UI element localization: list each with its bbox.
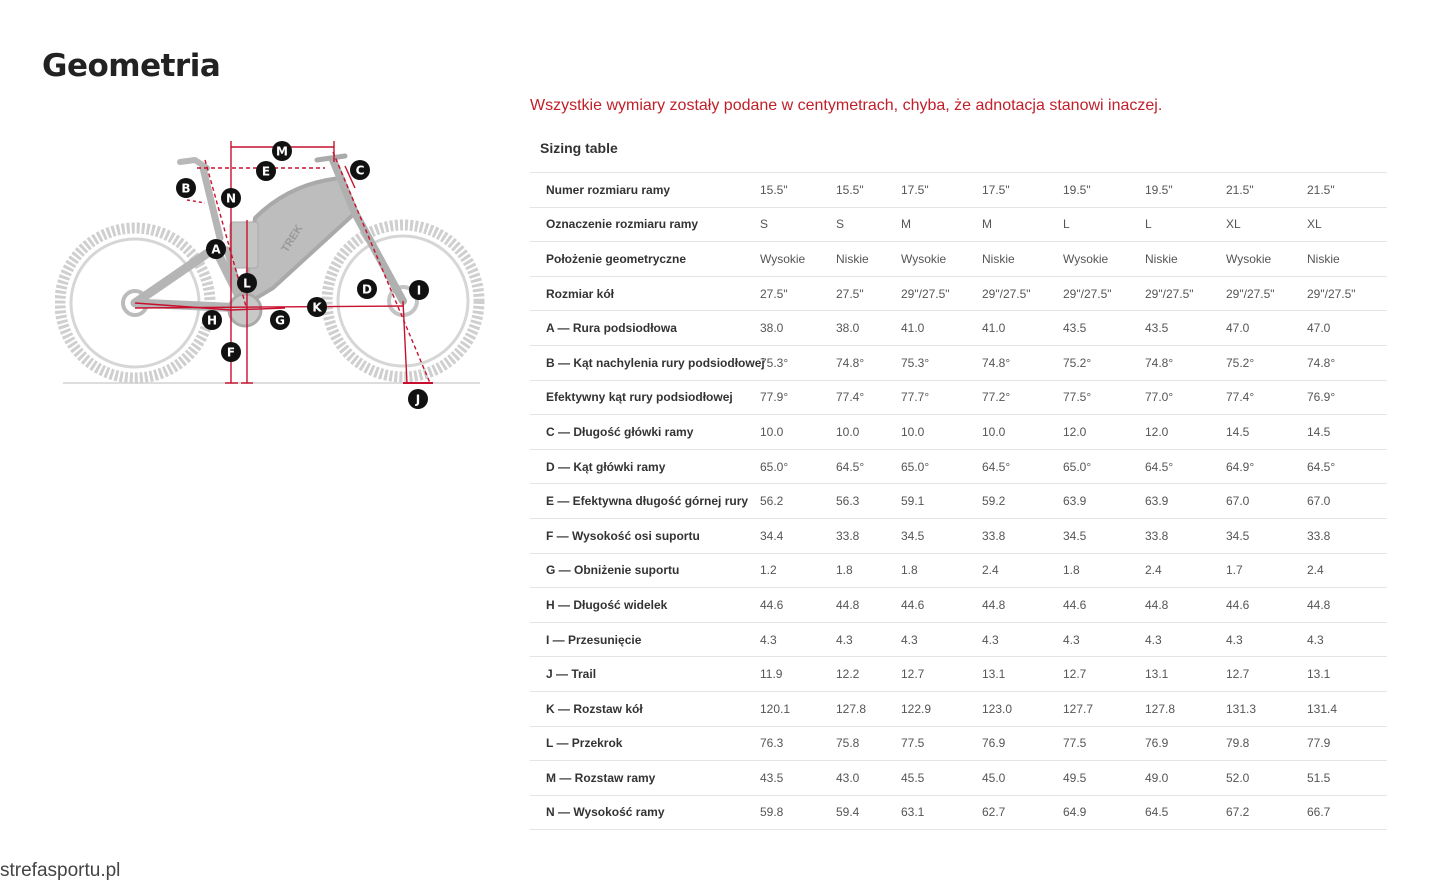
cell-value: 1.7 [1226,553,1307,588]
table-row [530,415,1387,450]
row-label: M — Rozstaw ramy [530,761,760,796]
cell-value: 64.5° [1145,449,1226,484]
table-row [530,484,1387,519]
svg-text:E: E [261,164,271,179]
cell-value: 29"/27.5" [1307,276,1387,311]
cell-value: 44.6 [901,588,982,623]
table-row [530,242,1387,277]
row-label: L — Przekrok [530,726,760,761]
cell-value: 41.0 [901,311,982,346]
cell-value: 131.3 [1226,691,1307,726]
cell-value: 47.0 [1226,311,1307,346]
svg-text:L: L [243,276,251,291]
marker-j [408,389,428,409]
cell-value: 29"/27.5" [1145,276,1226,311]
cell-value: 10.0 [901,415,982,450]
cell-value: 12.7 [901,657,982,692]
cell-value: 4.3 [901,622,982,657]
svg-text:F: F [226,345,236,360]
cell-value: 11.9 [760,657,836,692]
cell-value: 15.5" [760,173,836,208]
sizing-table-body [530,173,1387,830]
cell-value: 65.0° [760,449,836,484]
cell-value: 74.8° [1145,345,1226,380]
row-label: D — Kąt główki ramy [530,449,760,484]
cell-value: 12.0 [1145,415,1226,450]
cell-value: Niskie [1145,242,1226,277]
cell-value: 4.3 [1063,622,1145,657]
cell-value: Wysokie [901,242,982,277]
cell-value: 59.8 [760,795,836,830]
cell-value: 2.4 [1145,553,1226,588]
table-row [530,449,1387,484]
cell-value: M [982,207,1063,242]
cell-value: 13.1 [982,657,1063,692]
cell-value: 13.1 [1145,657,1226,692]
cell-value: Wysokie [1226,242,1307,277]
marker-i [409,280,429,300]
cell-value: 33.8 [1145,518,1226,553]
cell-value: 77.9° [760,380,836,415]
cell-value: 29"/27.5" [982,276,1063,311]
cell-value: 75.3° [760,345,836,380]
svg-text:J: J [415,392,421,407]
svg-text:I: I [416,283,422,298]
cell-value: 43.5 [1145,311,1226,346]
cell-value: 66.7 [1307,795,1387,830]
cell-value: 43.0 [836,761,901,796]
cell-value: 63.9 [1145,484,1226,519]
cell-value: Niskie [982,242,1063,277]
watermark-text: strefasportu.pl [0,860,121,881]
row-label: J — Trail [530,657,760,692]
row-label: K — Rozstaw kół [530,691,760,726]
cell-value: 1.2 [760,553,836,588]
svg-text:M: M [276,144,288,159]
svg-text:H: H [206,313,218,328]
cell-value: 33.8 [982,518,1063,553]
cell-value: 64.5° [982,449,1063,484]
cell-value: 43.5 [1063,311,1145,346]
cell-value: 77.2° [982,380,1063,415]
cell-value: 74.8° [836,345,901,380]
cell-value: 1.8 [836,553,901,588]
cell-value: 38.0 [836,311,901,346]
cell-value: 4.3 [1226,622,1307,657]
cell-value: 14.5 [1307,415,1387,450]
cell-value: 64.5° [1307,449,1387,484]
cell-value: 4.3 [1307,622,1387,657]
cell-value: 34.5 [1063,518,1145,553]
cell-value: 44.8 [1145,588,1226,623]
sizing-table [530,172,1387,830]
cell-value: 12.7 [1063,657,1145,692]
cell-value: 10.0 [836,415,901,450]
cell-value: 21.5" [1307,173,1387,208]
row-label: F — Wysokość osi suportu [530,518,760,553]
marker-k [307,297,327,317]
cell-value: 4.3 [982,622,1063,657]
cell-value: 76.9° [1307,380,1387,415]
cell-value: 12.0 [1063,415,1145,450]
cell-value: 41.0 [982,311,1063,346]
table-row [530,553,1387,588]
cell-value: 17.5" [982,173,1063,208]
cell-value: 34.5 [1226,518,1307,553]
cell-value: 34.5 [901,518,982,553]
svg-text:C: C [355,163,365,178]
cell-value: 56.2 [760,484,836,519]
cell-value: 64.9 [1063,795,1145,830]
row-label: G — Obniżenie suportu [530,553,760,588]
cell-value: 77.4° [1226,380,1307,415]
marker-m [272,141,292,161]
marker-e [256,161,276,181]
cell-value: 44.6 [1226,588,1307,623]
page-title: Geometria [42,48,221,84]
svg-text:K: K [312,300,322,315]
table-row [530,657,1387,692]
cell-value: 62.7 [982,795,1063,830]
cell-value: 2.4 [1307,553,1387,588]
cell-value: 45.5 [901,761,982,796]
bike-geometry-diagram [55,138,495,418]
table-row [530,345,1387,380]
cell-value: Wysokie [760,242,836,277]
cell-value: 33.8 [836,518,901,553]
table-row [530,726,1387,761]
row-label: N — Wysokość ramy [530,795,760,830]
table-row [530,588,1387,623]
cell-value: 59.2 [982,484,1063,519]
marker-g [270,310,290,330]
cell-value: 127.8 [1145,691,1226,726]
cell-value: 44.8 [1307,588,1387,623]
cell-value: 77.9 [1307,726,1387,761]
svg-text:N: N [225,191,237,206]
cell-value: L [1063,207,1145,242]
cell-value: 59.1 [901,484,982,519]
table-row [530,795,1387,830]
cell-value: 76.9 [1145,726,1226,761]
cell-value: 74.8° [1307,345,1387,380]
marker-n [221,188,241,208]
row-label: H — Długość widelek [530,588,760,623]
row-label: I — Przesunięcie [530,622,760,657]
row-label: E — Efektywna długość górnej rury [530,484,760,519]
cell-value: Niskie [1307,242,1387,277]
cell-value: 29"/27.5" [901,276,982,311]
cell-value: 17.5" [901,173,982,208]
cell-value: 10.0 [760,415,836,450]
table-row [530,276,1387,311]
cell-value: XL [1307,207,1387,242]
cell-value: 63.1 [901,795,982,830]
cell-value: 123.0 [982,691,1063,726]
cell-value: 49.0 [1145,761,1226,796]
marker-c [350,160,370,180]
cell-value: 77.4° [836,380,901,415]
cell-value: 10.0 [982,415,1063,450]
cell-value: 75.8 [836,726,901,761]
cell-value: 51.5 [1307,761,1387,796]
row-label: C — Długość główki ramy [530,415,760,450]
table-row [530,380,1387,415]
cell-value: 44.8 [982,588,1063,623]
cell-value: 127.8 [836,691,901,726]
cell-value: 120.1 [760,691,836,726]
cell-value: 34.4 [760,518,836,553]
cell-value: 29"/27.5" [1226,276,1307,311]
cell-value: 21.5" [1226,173,1307,208]
cell-value: 19.5" [1063,173,1145,208]
cell-value: 1.8 [901,553,982,588]
cell-value: 77.7° [901,380,982,415]
table-row [530,622,1387,657]
cell-value: 75.2° [1226,345,1307,380]
marker-f [221,342,241,362]
cell-value: 4.3 [1145,622,1226,657]
cell-value: 65.0° [901,449,982,484]
cell-value: 64.9° [1226,449,1307,484]
frame-brand-text: TREK [279,222,306,255]
cell-value: Wysokie [1063,242,1145,277]
cell-value: 63.9 [1063,484,1145,519]
units-note: Wszystkie wymiary zostały podane w centymetrach, chyba, że adnotacja stanowi inaczej. [530,97,1163,114]
cell-value: 77.0° [1145,380,1226,415]
row-label: B — Kąt nachylenia rury podsiodłowej [530,345,760,380]
cell-value: 76.3 [760,726,836,761]
svg-text:G: G [275,313,285,328]
table-row [530,691,1387,726]
cell-value: 76.9 [982,726,1063,761]
cell-value: 131.4 [1307,691,1387,726]
cell-value: 12.7 [1226,657,1307,692]
cell-value: 56.3 [836,484,901,519]
cell-value: 59.4 [836,795,901,830]
cell-value: 74.8° [982,345,1063,380]
cell-value: 44.8 [836,588,901,623]
table-row [530,173,1387,208]
cell-value: 75.2° [1063,345,1145,380]
cell-value: 75.3° [901,345,982,380]
marker-h [202,310,222,330]
row-label: Położenie geometryczne [530,242,760,277]
cell-value: S [836,207,901,242]
svg-text:D: D [362,282,372,297]
cell-value: 13.1 [1307,657,1387,692]
cell-value: 27.5" [760,276,836,311]
row-label: Numer rozmiaru ramy [530,173,760,208]
cell-value: 38.0 [760,311,836,346]
cell-value: S [760,207,836,242]
svg-text:A: A [211,242,221,257]
cell-value: 52.0 [1226,761,1307,796]
table-row [530,761,1387,796]
cell-value: 77.5° [1063,380,1145,415]
cell-value: Niskie [836,242,901,277]
table-row [530,311,1387,346]
cell-value: 122.9 [901,691,982,726]
cell-value: 33.8 [1307,518,1387,553]
cell-value: 79.8 [1226,726,1307,761]
cell-value: 44.6 [1063,588,1145,623]
marker-d [357,279,377,299]
table-caption: Sizing table [540,140,618,156]
cell-value: 19.5" [1145,173,1226,208]
row-label: Rozmiar kół [530,276,760,311]
marker-a [206,239,226,259]
cell-value: 127.7 [1063,691,1145,726]
cell-value: L [1145,207,1226,242]
cell-value: 47.0 [1307,311,1387,346]
row-label: A — Rura podsiodłowa [530,311,760,346]
cell-value: 2.4 [982,553,1063,588]
row-label: Efektywny kąt rury podsiodłowej [530,380,760,415]
cell-value: 64.5 [1145,795,1226,830]
cell-value: 43.5 [760,761,836,796]
cell-value: 29"/27.5" [1063,276,1145,311]
cell-value: 67.2 [1226,795,1307,830]
table-row [530,518,1387,553]
cell-value: 64.5° [836,449,901,484]
cell-value: 4.3 [760,622,836,657]
cell-value: 27.5" [836,276,901,311]
cell-value: 14.5 [1226,415,1307,450]
cell-value: XL [1226,207,1307,242]
row-label: Oznaczenie rozmiaru ramy [530,207,760,242]
cell-value: 44.6 [760,588,836,623]
cell-value: 65.0° [1063,449,1145,484]
cell-value: 15.5" [836,173,901,208]
cell-value: 49.5 [1063,761,1145,796]
cell-value: 77.5 [901,726,982,761]
cell-value: 4.3 [836,622,901,657]
svg-text:B: B [181,181,191,196]
marker-b [176,178,196,198]
table-row [530,207,1387,242]
marker-l [237,273,257,293]
cell-value: M [901,207,982,242]
cell-value: 12.2 [836,657,901,692]
cell-value: 77.5 [1063,726,1145,761]
cell-value: 67.0 [1307,484,1387,519]
cell-value: 67.0 [1226,484,1307,519]
cell-value: 1.8 [1063,553,1145,588]
cell-value: 45.0 [982,761,1063,796]
